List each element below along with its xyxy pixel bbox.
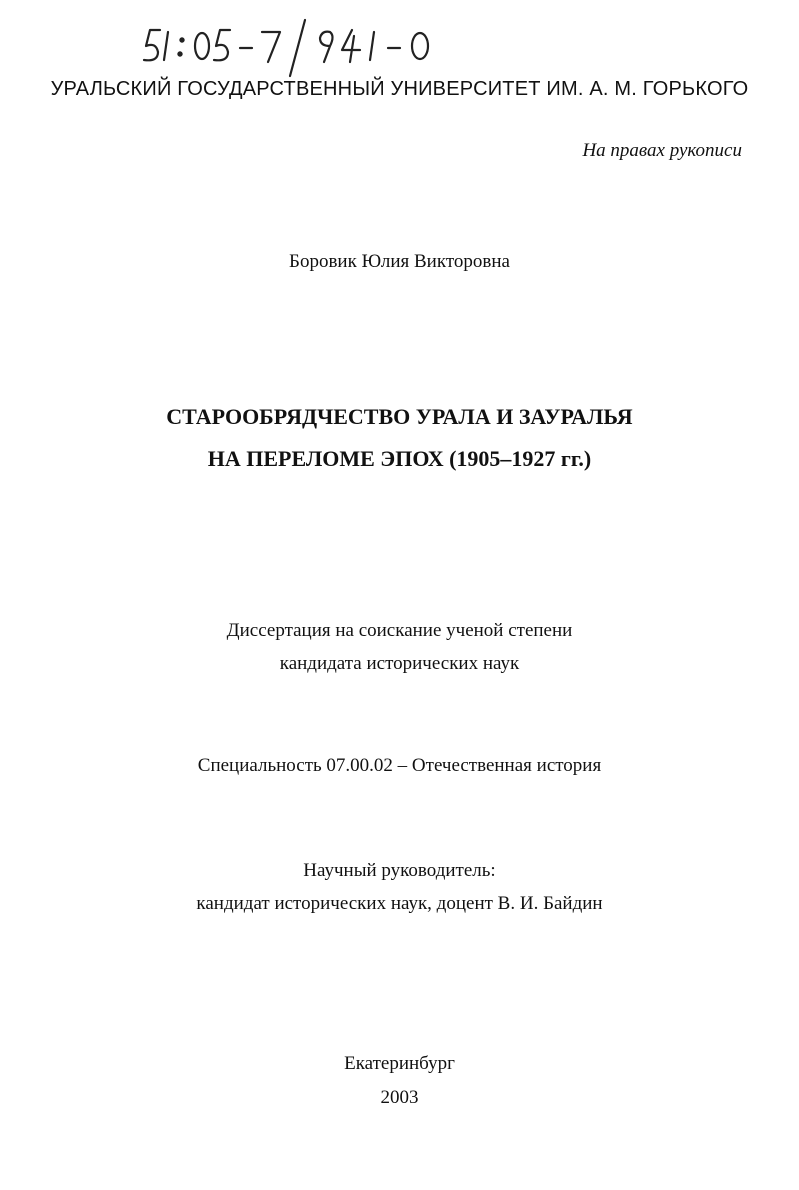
year: 2003	[380, 1087, 419, 1108]
specialty: Специальность 07.00.02 – Отечественная история	[197, 755, 602, 776]
handwritten-catalog-number	[130, 18, 460, 78]
university-name: УРАЛЬСКИЙ ГОСУДАРСТВЕННЫЙ УНИВЕРСИТЕТ ИМ. А. М. ГОРЬКОГО	[50, 78, 749, 100]
thesis-title-line-1: СТАРООБРЯДЧЕСТВО УРАЛА И ЗАУРАЛЬЯ	[166, 404, 633, 429]
thesis-title-line-2: НА ПЕРЕЛОМЕ ЭПОХ (1905–1927 гг.)	[207, 446, 592, 471]
supervisor-name: кандидат исторических наук, доцент В. И. Байдин	[196, 893, 603, 914]
manuscript-rights-note: На правах рукописи	[582, 140, 742, 161]
dissertation-degree-line-1: Диссертация на соискание ученой степени	[226, 620, 573, 641]
city: Екатеринбург	[344, 1053, 455, 1074]
supervisor-label: Научный руководитель:	[303, 860, 496, 881]
author-name: Боровик Юлия Викторовна	[289, 251, 510, 272]
dissertation-degree-line-2: кандидата исторических наук	[279, 653, 520, 674]
